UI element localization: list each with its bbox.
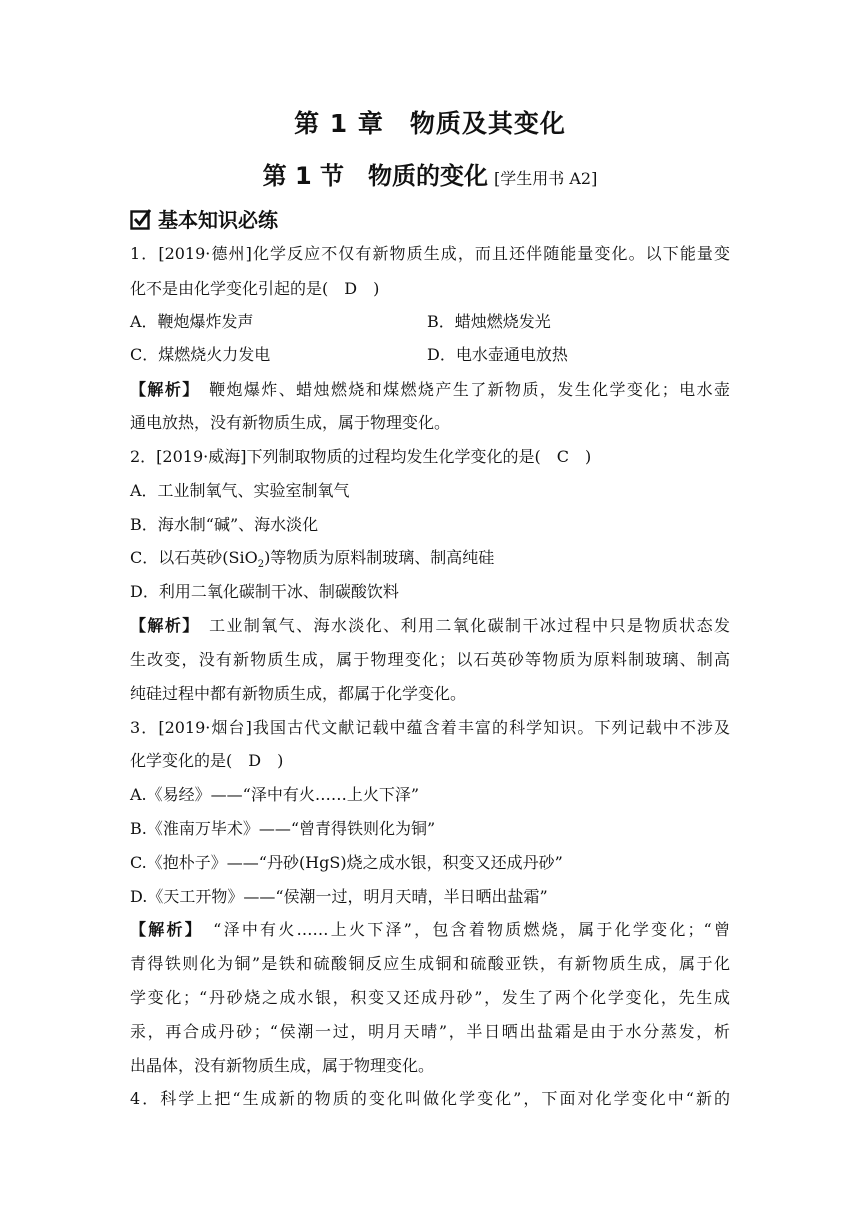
q3-option-c: C.《抱朴子》——“丹砂(HgS)烧之成水银，积变又还成丹砂”: [130, 853, 563, 872]
basic-knowledge-heading: [130, 204, 278, 233]
q2-analysis-text-1: 工业制氧气、海水淡化、利用二氧化碳制干冰过程中只是物质状态发: [209, 616, 730, 635]
q1-analysis-text-1: 鞭炮爆炸、蜡烛燃烧和煤燃烧产生了新物质，发生化学变化；电水壶: [209, 380, 730, 399]
q3-stem-line-2: 化学变化的是( D ): [130, 751, 284, 770]
q1-analysis-line-1: [130, 379, 730, 401]
q4-stem-line-1: 4．科学上把“生成新的物质的变化叫做化学变化”，下面对化学变化中“新的: [130, 1089, 730, 1108]
q2-analysis-line-2: 生改变，没有新物质生成，属于物理变化；以石英砂等物质为原料制玻璃、制高: [130, 650, 730, 669]
q2-option-a: A．工业制氧气、实验室制氧气: [130, 481, 350, 500]
q1-options-row-2: [130, 344, 730, 366]
q2-analysis-label: 【解析】: [130, 616, 192, 635]
q3-analysis-line-1: [130, 919, 730, 941]
q1-option-d: D．电水壶通电放热: [427, 345, 568, 364]
q2-option-b: B．海水制“碱”、海水淡化: [130, 515, 319, 534]
q2-option-c: [130, 547, 730, 576]
q1-stem-line-1: 1．[2019·德州]化学反应不仅有新物质生成，而且还伴随能量变化。以下能量变: [130, 244, 730, 263]
q3-analysis-line-3: 学变化；“丹砂烧之成水银，积变又还成丹砂”，发生了两个化学变化，先生成: [130, 988, 730, 1007]
q1-analysis-label: 【解析】: [130, 380, 192, 399]
q1-option-c: C．煤燃烧火力发电: [130, 345, 271, 364]
section-title-row: [0, 156, 860, 191]
q3-analysis-line-2: 青得铁则化为铜”是铁和硫酸铜反应生成铜和硫酸亚铁，有新物质生成，属于化: [130, 954, 730, 973]
q2-analysis-line-3: 纯硅过程中都有新物质生成，都属于化学变化。: [130, 684, 467, 703]
q3-option-a: A.《易经》——“泽中有火……上火下泽”: [130, 785, 420, 804]
q3-option-b: B.《淮南万毕术》——“曾青得铁则化为铜”: [130, 819, 436, 838]
heading-text: 基本知识必练: [158, 208, 278, 232]
q1-stem-line-2: 化不是由化学变化引起的是( D ): [130, 279, 380, 298]
q2-analysis-line-1: [130, 615, 730, 637]
q2-option-c-subscript: 2: [257, 559, 265, 571]
q1-option-a: A．鞭炮爆炸发声: [130, 312, 254, 331]
checkbox-tick-icon: [130, 208, 152, 230]
q2-stem-line-1: 2．[2019·威海]下列制取物质的过程均发生化学变化的是( C ): [130, 447, 592, 466]
q2-option-c-text: C．以石英砂(SiO: [130, 548, 258, 567]
chapter-title: 第 1 章 物质及其变化: [294, 109, 566, 138]
q2-option-c-text-2: )等物质为原料制玻璃、制高纯硅: [264, 548, 495, 567]
q1-analysis-line-2: 通电放热，没有新物质生成，属于物理变化。: [130, 413, 451, 432]
q3-stem-line-1: 3．[2019·烟台]我国古代文献记载中蕴含着丰富的科学知识。下列记载中不涉及: [130, 718, 730, 737]
q1-options-row-1: [130, 311, 730, 333]
q3-analysis-line-5: 出晶体，没有新物质生成，属于物理变化。: [130, 1056, 435, 1075]
q3-analysis-label: 【解析】: [130, 920, 195, 939]
q1-option-b: B．蜡烛燃烧发光: [427, 312, 551, 331]
section-reference: [学生用书 A2]: [494, 169, 598, 188]
q3-analysis-line-4: 汞，再合成丹砂；“侯潮一过，明月天晴”，半日晒出盐霜是由于水分蒸发，析: [130, 1022, 730, 1041]
q3-analysis-text-1: “泽中有火……上火下泽”，包含着物质燃烧，属于化学变化；“曾: [213, 920, 730, 939]
section-title: 第 1 节 物质的变化: [262, 162, 489, 190]
q3-option-d: D.《天工开物》——“侯潮一过，明月天晴，半日晒出盐霜”: [130, 887, 548, 906]
q2-option-d: D．利用二氧化碳制干冰、制碳酸饮料: [130, 582, 399, 601]
